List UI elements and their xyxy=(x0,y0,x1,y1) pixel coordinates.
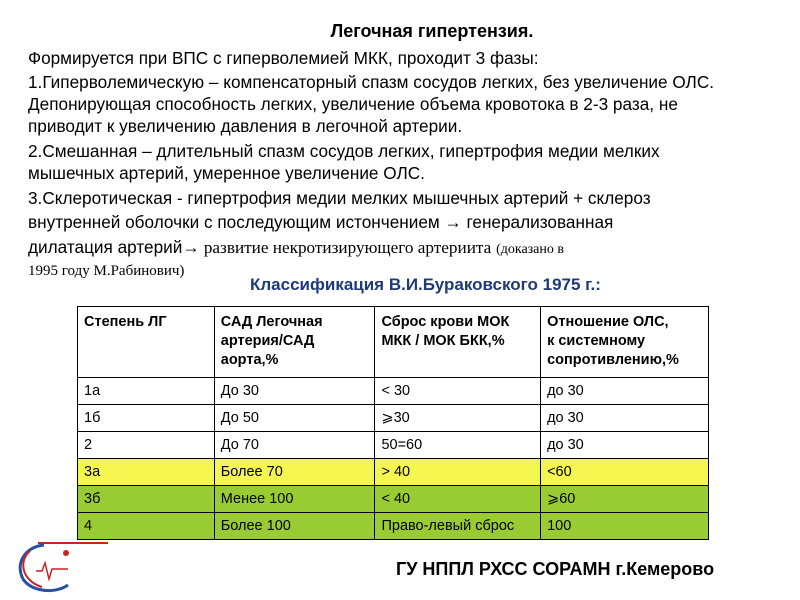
phase3-line: внутренней оболочки с последующим истончением → генерализованная xyxy=(28,212,614,232)
logo-icon xyxy=(8,535,108,597)
table-row xyxy=(78,432,709,459)
phase2-line: мышечных артерий, умеренное увеличение ОЛС. xyxy=(28,163,425,183)
phase2-line: 2.Смешанная – длительный спазм сосудов легких, гипертрофия медии мелких xyxy=(28,141,660,161)
phase3-serif-part: → развитие некротизирующего артериита xyxy=(182,238,492,257)
table-cell: ⩾30 xyxy=(375,405,541,432)
logo-blue-arc xyxy=(20,545,68,591)
table-cell: 1б xyxy=(78,405,215,432)
table-header-cell xyxy=(541,307,709,378)
logo-dot xyxy=(63,550,69,556)
phase3-line: 3.Склеротическая - гипертрофия медии мелких мышечных артерий + склероз xyxy=(28,188,651,208)
phase3-citation: 1995 году М.Рабинович) xyxy=(28,263,185,279)
table-cell: 3б xyxy=(78,486,215,513)
table-cell: 4 xyxy=(78,513,215,540)
table-header-cell xyxy=(375,307,541,378)
phase3-sans-part: дилатация артерий xyxy=(28,237,183,257)
table-cell: до 30 xyxy=(541,432,709,459)
table-row xyxy=(78,486,709,513)
header-line: Сброс крови МОК xyxy=(381,314,510,330)
page-title: Легочная гипертензия. xyxy=(330,21,534,41)
table-row xyxy=(78,513,709,540)
table-cell: 100 xyxy=(541,513,709,540)
header-line: артерия/САД xyxy=(220,333,315,349)
table-cell: Менее 100 xyxy=(214,486,375,513)
table-cell: До 50 xyxy=(214,405,375,432)
header-line: МКК / МОК БКК,% xyxy=(381,333,505,349)
table-cell: 50=60 xyxy=(375,432,541,459)
table-row xyxy=(78,378,709,405)
header-line: к системному xyxy=(547,333,646,349)
header-line: Отношение ОЛС, xyxy=(547,314,669,330)
header-line: САД Легочная xyxy=(220,314,323,330)
table-cell: > 40 xyxy=(375,459,541,486)
table-cell: Более 100 xyxy=(214,513,375,540)
table-cell: До 70 xyxy=(214,432,375,459)
phase3-line xyxy=(28,236,564,261)
header-line: аорта,% xyxy=(220,352,279,368)
table-cell: До 30 xyxy=(214,378,375,405)
logo-heartbeat xyxy=(36,563,68,579)
table-cell: до 30 xyxy=(541,405,709,432)
table-cell: 1а xyxy=(78,378,215,405)
table-cell: < 30 xyxy=(375,378,541,405)
table-header-row xyxy=(78,307,709,378)
phase3-small-part: (доказано в xyxy=(496,242,564,257)
phase1-line: приводит к увеличению давления в легочной артерии. xyxy=(28,116,463,136)
phase1-line: 1.Гиперволемическую – компенсаторный спазм сосудов легких, без увеличение ОЛС. xyxy=(28,72,715,92)
table-header-cell xyxy=(78,307,215,378)
phase1-line: Депонирующая способность легких, увеличение объема кровотока в 2-3 раза, не xyxy=(28,94,678,114)
footer-organization: ГУ НППЛ РХСС СОРАМН г.Кемерово xyxy=(396,559,715,579)
header-line: сопротивлению,% xyxy=(547,352,679,368)
table-header-cell xyxy=(214,307,375,378)
table-cell: 2 xyxy=(78,432,215,459)
table-cell: до 30 xyxy=(541,378,709,405)
header-line: Степень ЛГ xyxy=(84,314,167,330)
table-cell: Более 70 xyxy=(214,459,375,486)
table-cell: < 40 xyxy=(375,486,541,513)
table-row xyxy=(78,405,709,432)
table-cell: 3а xyxy=(78,459,215,486)
table-cell: Право-левый сброс xyxy=(375,513,541,540)
table-row xyxy=(78,459,709,486)
table-cell: <60 xyxy=(541,459,709,486)
classification-table xyxy=(77,306,709,540)
intro-text: Формируется при ВПС с гиперволемией МКК, проходит 3 фазы: xyxy=(28,48,539,68)
table-cell: ⩾60 xyxy=(541,486,709,513)
classification-title: Классификация В.И.Бураковского 1975 г.: xyxy=(250,275,601,294)
